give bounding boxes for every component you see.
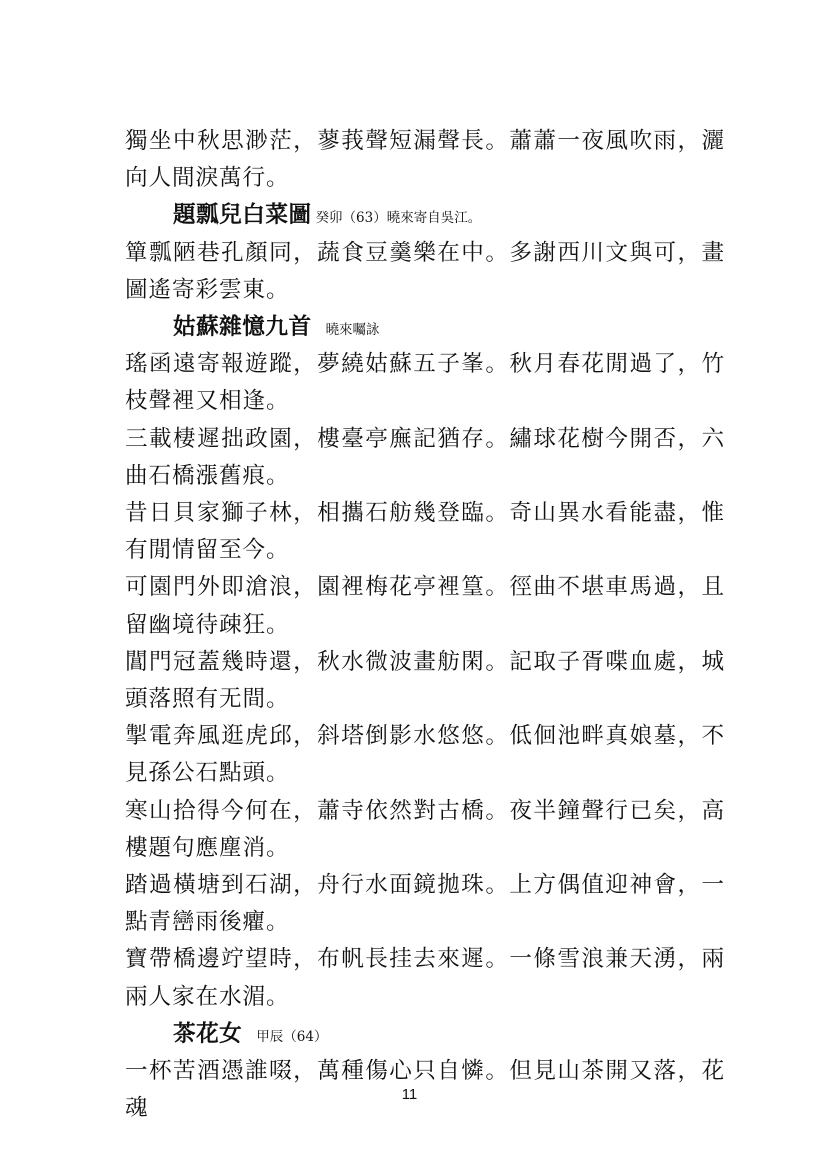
poem-line: 寒山拾得今何在，蕭寺依然對古橋。夜半鐘聲行已矣，高樓題句應塵消。 [125, 797, 725, 861]
page-number: 11 [401, 1086, 418, 1103]
poem-line: 可園門外即滄浪，園裡梅花亭裡篁。徑曲不堪車馬過，且留幽境待疎狂。 [125, 574, 725, 638]
poem-title: 題瓢兒白菜圖 [173, 202, 312, 229]
poem-line: 掣電奔風逛虎邱，斜塔倒影水悠悠。低佪池畔真娘墓，不見孫公石點頭。 [125, 723, 725, 787]
poem-line: 簞瓢陋巷孔顏同，蔬食豆羹樂在中。多謝西川文與可，畫圖遙寄彩雲東。 [125, 239, 725, 303]
poem-heading [125, 1016, 725, 1053]
poem-gusu [125, 309, 725, 1016]
poem-heading [125, 197, 725, 234]
poem-title: 茶花女 [173, 1020, 243, 1047]
poem-tiaopiao [125, 197, 725, 309]
poem-note: 癸卯（63）曉來寄自吳江。 [315, 210, 482, 227]
poem-line: 三載棲遲拙政園，樓臺亭廡記猶存。繡球花樹今開否，六曲石橋漲舊痕。 [125, 425, 725, 489]
poem-note: 曉來囑詠 [325, 322, 380, 338]
poem-line: 踏過橫塘到石湖，舟行水面鏡拋珠。上方偶值迎神會，一點青巒雨後癯。 [125, 872, 725, 936]
poem-line: 寶帶橋邊竚望時，布帆長挂去來遲。一條雪浪兼天湧，兩兩人家在水湄。 [125, 946, 725, 1010]
poem-continuation [125, 123, 725, 197]
poem-chahuanu [125, 1016, 725, 1128]
page-body [125, 123, 725, 1127]
poem-line: 閶門冠蓋幾時還，秋水微波畫舫閑。記取子胥喋血處，城頭落照有无間。 [125, 648, 725, 713]
poem-heading [125, 309, 725, 346]
poem-note: 甲辰（64） [256, 1028, 328, 1045]
poem-line: 獨坐中秋思渺茫，蓼莪聲短漏聲長。蕭蕭一夜風吹雨，灑向人間淚萬行。 [125, 128, 725, 192]
poem-title: 姑蘇雜憶九首 [173, 314, 312, 340]
poem-line: 一杯苦酒憑誰啜，萬種傷心只自憐。但見山茶開又落，花魂 [125, 1058, 725, 1122]
poem-line: 瑤函遠寄報遊蹤，夢繞姑蘇五子峯。秋月春花閒過了，竹枝聲裡又相逢。 [125, 351, 725, 415]
poem-line: 昔日貝家獅子林，相攜石舫幾登臨。奇山異水看能盡，惟有閒情留至今。 [125, 500, 725, 564]
